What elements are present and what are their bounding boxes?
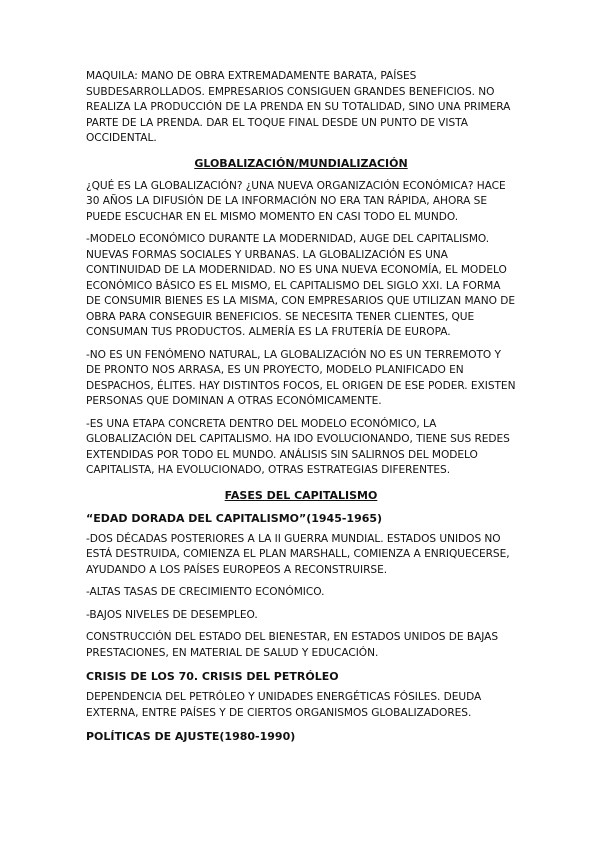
section-title-fases-capitalismo: FASES DEL CAPITALISMO xyxy=(224,488,378,502)
subheading-politicas-ajuste: POLÍTICAS DE AJUSTE(1980-1990) xyxy=(86,730,296,743)
paragraph-dos-decadas: -DOS DÉCADAS POSTERIORES A LA II GUERRA MUNDIAL. ESTADOS UNIDOS NO ESTÁ DESTRUIDA, COMIENZA EL PLAN MARSHALL, COMIENZA A ENRIQUECERSE, AYUDANDO A LOS PAÍSES EUROPEOS A RECONSTRUIRSE. xyxy=(86,532,510,576)
document-page xyxy=(86,69,516,750)
subheading-edad-dorada: “EDAD DORADA DEL CAPITALISMO”(1945-1965) xyxy=(86,511,383,525)
paragraph-bajos-niveles: -BAJOS NIVELES DE DESEMPLEO. xyxy=(86,608,258,621)
section-title-globalizacion: GLOBALIZACIÓN/MUNDIALIZACIÓN xyxy=(194,156,408,170)
paragraph-dependencia-petroleo: DEPENDENCIA DEL PETRÓLEO Y UNIDADES ENERGÉTICAS FÓSILES. DEUDA EXTERNA, ENTRE PAÍSES Y DE CIERTOS ORGANISMOS GLOBALIZADORES. xyxy=(86,691,482,719)
paragraph-estado-bienestar: CONSTRUCCIÓN DEL ESTADO DEL BIENESTAR, EN ESTADOS UNIDOS DE BAJAS PRESTACIONES, EN MATERIAL DE SALUD Y EDUCACIÓN. xyxy=(86,631,499,659)
paragraph-altas-tasas: -ALTAS TASAS DE CRECIMIENTO ECONÓMICO. xyxy=(86,586,325,598)
paragraph-modelo-economico: -MODELO ECONÓMICO DURANTE LA MODERNIDAD, AUGE DEL CAPITALISMO. NUEVAS FORMAS SOCIALES Y URBANAS. LA GLOBALIZACIÓN ES UNA CONTINUIDAD DE LA MODERNIDAD. NO ES UNA NUEVA ECONOMÍA, EL MODELO ECONÓMICO BÁSICO ES EL MISMO, EL CAPITALISMO DEL SIGLO XXI. LA FORMA DE CONSUMIR BIENES ES LA MISMA, CON EMPRESARIOS QUE UTILIZAN MANO DE OBRA PARA CONSEGUIR BENEFICIOS. SE NECESITA TENER CLIENTES, QUE CONSUMAN TUS PRODUCTOS. ALMERÍA ES LA FRUTERÍA DE EUROPA. xyxy=(86,233,515,338)
subheading-crisis-70: CRISIS DE LOS 70. CRISIS DEL PETRÓLEO xyxy=(86,670,339,683)
paragraph-no-es-fenomeno-natural: -NO ES UN FENÓMENO NATURAL, LA GLOBALIZACIÓN NO ES UN TERREMOTO Y DE PRONTO NOS ARRASA, ES UN PROYECTO, MODELO PLANIFICADO EN DESPACHOS, ÉLITES. HAY DISTINTOS FOCOS, EL ORIGEN DE ESE PODER. EXISTEN PERSONAS QUE DOMINAN A OTRAS ECONÓMICAMENTE. xyxy=(86,348,516,407)
paragraph-que-es-globalizacion: ¿QUÉ ES LA GLOBALIZACIÓN? ¿UNA NUEVA ORGANIZACIÓN ECONÓMICA? HACE 30 AÑOS LA DIFUSIÓN DE LA INFORMACIÓN NO ERA TAN RÁPIDA, AHORA SE PUEDE ESCUCHAR EN EL MISMO MOMENTO EN CASI TODO EL MUNDO. xyxy=(86,179,506,223)
intro-paragraph: MAQUILA: MANO DE OBRA EXTREMADAMENTE BARATA, PAÍSES SUBDESARROLLADOS. EMPRESARIOS CONSIGUEN GRANDES BENEFICIOS. NO REALIZA LA PRODUCCIÓN DE LA PRENDA EN SU TOTALIDAD, SINO UNA PRIMERA PARTE DE LA PRENDA. DAR EL TOQUE FINAL DESDE UN PUNTO DE VISTA OCCIDENTAL. xyxy=(86,70,511,144)
paragraph-etapa-concreta: -ES UNA ETAPA CONCRETA DENTRO DEL MODELO ECONÓMICO, LA GLOBALIZACIÓN DEL CAPITALISMO. HA IDO EVOLUCIONANDO, TIENE SUS REDES EXTENDIDAS POR TODO EL MUNDO. ANÁLISIS SIN SALIRNOS DEL MODELO CAPITALISTA, HA EVOLUCIONADO, OTRAS ESTRATEGIAS DIFERENTES. xyxy=(86,417,510,476)
